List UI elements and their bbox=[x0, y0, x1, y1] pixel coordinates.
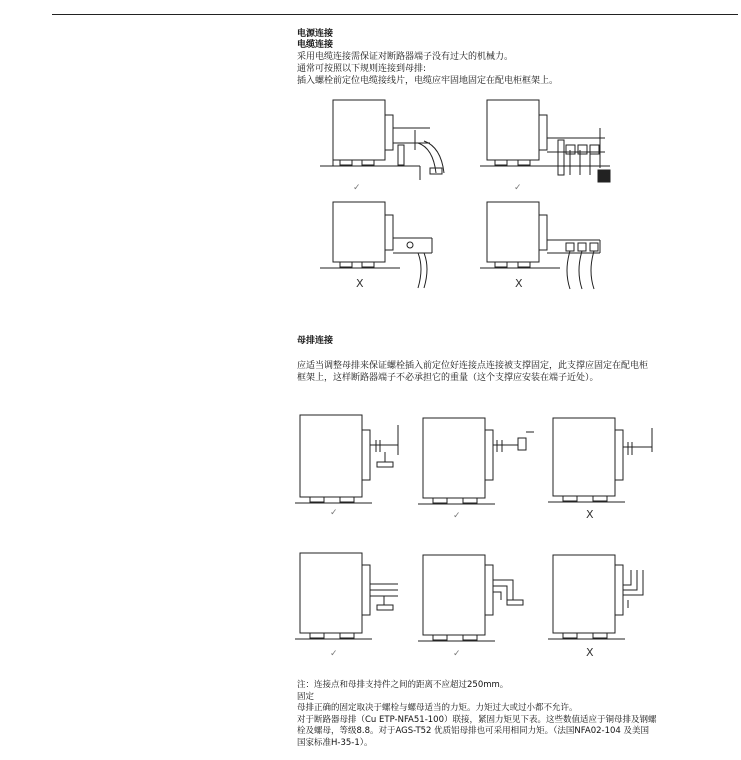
busbar-figure-5 bbox=[418, 555, 523, 641]
busbar-figure-6 bbox=[548, 555, 643, 639]
cable-mark-2: ✓ bbox=[514, 183, 522, 193]
cable-mark-3: X bbox=[356, 277, 364, 290]
busbar-figure-3 bbox=[548, 418, 652, 502]
busbar-mark-4: ✓ bbox=[330, 649, 338, 659]
heading-busbar-connection: 母排连接 bbox=[297, 336, 334, 346]
note-line-4: 对于断路器母排（Cu ETP-NFA51-100）联接，紧固力矩见下表。这些数值适应于铜母排及钢螺栓及螺母，等级8.8。对于AGS-T52 优质铝母排也可采用相同力矩。（法国NFA02-104 及美国国家标准H-35-1）。 bbox=[297, 714, 657, 748]
busbar-mark-6: X bbox=[586, 646, 594, 659]
note-line-1: 注：连接点和母排支持件之间的距离不应超过250mm。 bbox=[297, 680, 509, 690]
busbar-mark-2: ✓ bbox=[453, 511, 461, 521]
busbar-mark-5: ✓ bbox=[453, 649, 461, 659]
busbar-mark-1: ✓ bbox=[330, 508, 338, 518]
busbar-mark-3: X bbox=[586, 508, 594, 521]
heading-cable-connection: 电缆连接 bbox=[297, 40, 334, 50]
cable-text-line-1: 采用电缆连接需保证对断路器端子没有过大的机械力。 bbox=[297, 52, 514, 62]
busbar-figure-1 bbox=[295, 415, 398, 503]
note-line-2: 固定 bbox=[297, 691, 315, 702]
busbar-figure-4 bbox=[295, 553, 398, 639]
notes-section bbox=[297, 680, 657, 749]
busbar-paragraph: 应适当调整母排来保证螺栓插入前定位好连接点连接被支撑固定，此支撑应固定在配电柜框架上，这样断路器端子不必承担它的重量（这个支撑应安装在端子近处）。 bbox=[297, 361, 649, 383]
heading-power-connection: 电源连接 bbox=[297, 29, 334, 39]
cable-text-line-2: 通常可按照以下规则连接到母排: bbox=[297, 64, 427, 74]
note-line-3: 母排正确的固定取决于螺栓与螺母适当的力矩。力矩过大或过小都不允许。 bbox=[297, 703, 578, 713]
cable-text-line-3: 插入螺栓前定位电缆接线片，电缆应牢固地固定在配电柜框架上。 bbox=[297, 76, 559, 86]
cable-mark-4: X bbox=[515, 277, 523, 290]
busbar-figure-2 bbox=[418, 418, 534, 504]
cable-mark-1: ✓ bbox=[353, 183, 361, 193]
